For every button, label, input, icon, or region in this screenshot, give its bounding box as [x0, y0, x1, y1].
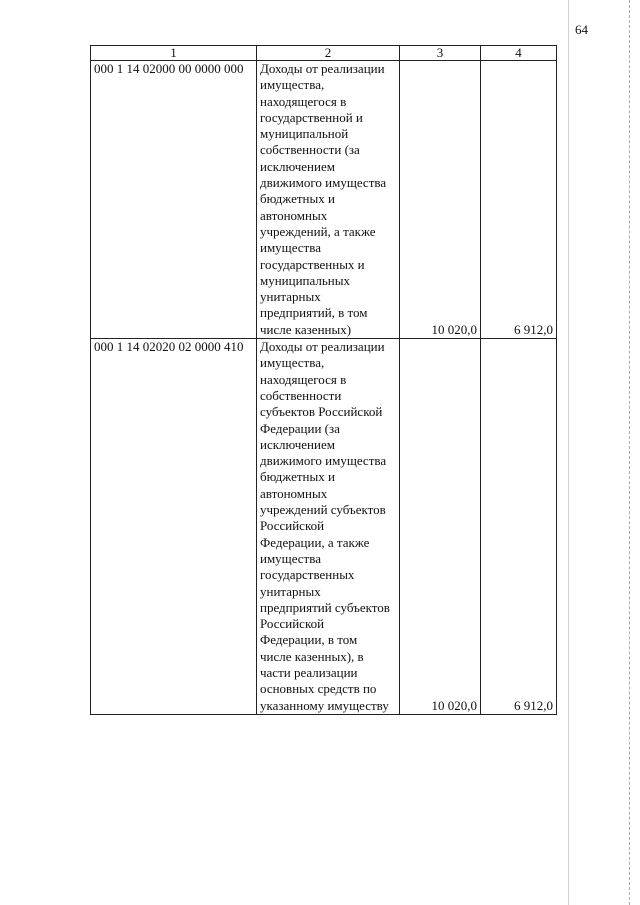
revenue-name-line: государственных и [260, 256, 365, 272]
revenue-name-line: государственной и [260, 109, 363, 125]
classification-code: 000 1 14 02020 02 0000 410 [91, 339, 257, 715]
revenue-name-line: части реализации [260, 664, 358, 680]
value-column-3: 10 020,0 [400, 61, 481, 339]
header-cell-4: 4 [481, 46, 557, 61]
revenue-name-line: Федерации, в том [260, 632, 358, 648]
revenue-name-line: унитарных [260, 583, 321, 599]
revenue-name-line: государственных [260, 567, 355, 583]
page-number: 64 [575, 22, 588, 37]
revenue-name-line: бюджетных и [260, 469, 335, 485]
revenue-name-line: находящегося в [260, 371, 347, 387]
revenue-name-line: муниципальной [260, 126, 349, 142]
revenue-name-line: движимого имущества [260, 175, 387, 191]
revenue-name [257, 339, 400, 715]
revenue-name-line: основных средств по [260, 681, 377, 697]
revenue-name-line: Федерации, а также [260, 534, 370, 550]
scan-edge-line [629, 0, 630, 905]
header-cell-2: 2 [257, 46, 400, 61]
table-body [91, 61, 557, 715]
header-cell-1: 1 [91, 46, 257, 61]
revenue-name-line: собственности (за [260, 142, 360, 158]
revenue-name-line: собственности [260, 387, 342, 403]
revenue-name-line: Федерации (за [260, 420, 340, 436]
revenue-name-line: находящегося в [260, 93, 347, 109]
header-cell-3: 3 [400, 46, 481, 61]
classification-code: 000 1 14 02000 00 0000 000 [91, 61, 257, 339]
revenue-name-line: указанному имуществу [260, 697, 389, 713]
revenue-name-line: унитарных [260, 289, 321, 305]
revenue-name-line: Доходы от реализации [260, 61, 385, 76]
revenue-name-line: автономных [260, 207, 328, 223]
revenue-name-line: муниципальных [260, 272, 351, 288]
revenue-name-line: имущества, [260, 77, 325, 93]
revenue-name-line: автономных [260, 485, 328, 501]
revenue-name-line: движимого имущества [260, 453, 387, 469]
table-header-row [91, 46, 557, 61]
revenue-name-line: учреждений, а также [260, 223, 376, 239]
revenue-name [257, 61, 400, 339]
value-column-4: 6 912,0 [481, 339, 557, 715]
revenue-name-line: имущества [260, 550, 321, 566]
revenue-name-line: числе казенных) [260, 321, 352, 337]
budget-table [90, 45, 557, 715]
revenue-name-line: имущества, [260, 355, 325, 371]
scan-fold-line [568, 0, 569, 905]
revenue-name-line: учреждений субъектов [260, 502, 386, 518]
revenue-name-line: Российской [260, 616, 325, 632]
revenue-name-line: имущества [260, 240, 321, 256]
revenue-name-line: числе казенных), в [260, 648, 364, 664]
revenue-name-line: предприятий, в том [260, 305, 368, 321]
table-row [91, 339, 557, 715]
value-column-4: 6 912,0 [481, 61, 557, 339]
table-row [91, 61, 557, 339]
revenue-name-line: Доходы от реализации [260, 339, 385, 355]
revenue-name-line: исключением [260, 158, 335, 174]
revenue-name-line: предприятий субъектов [260, 599, 390, 615]
revenue-name-line: исключением [260, 436, 335, 452]
revenue-name-line: субъектов Российской [260, 404, 383, 420]
value-column-3: 10 020,0 [400, 339, 481, 715]
revenue-name-line: бюджетных и [260, 191, 335, 207]
revenue-name-line: Российской [260, 518, 325, 534]
